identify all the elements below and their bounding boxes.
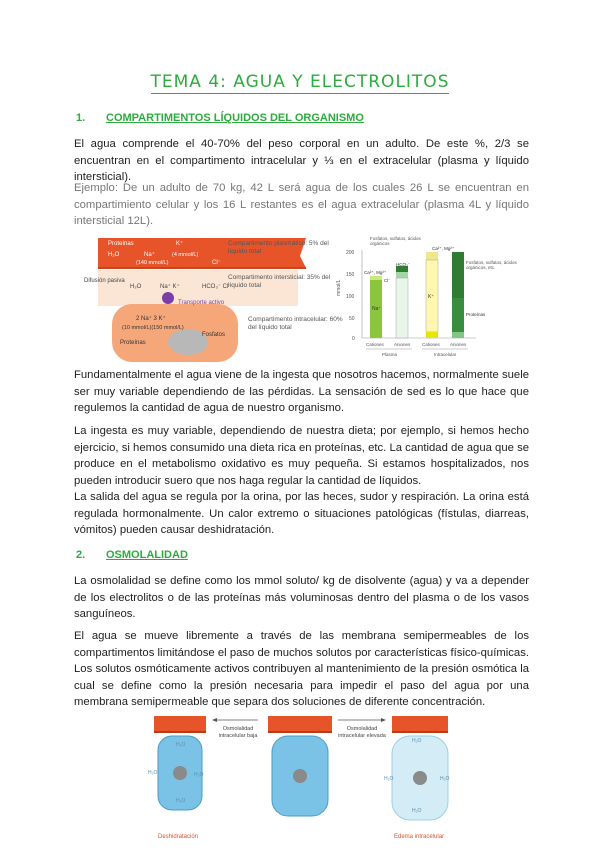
fosfatos-label: Fosfatos — [202, 332, 226, 338]
nucleus-3 — [413, 771, 427, 785]
h2o-label-3a: H₂O — [412, 738, 422, 744]
k-label: K⁺ — [176, 241, 184, 247]
arrow-right-icon — [338, 718, 386, 722]
h2o-label-3c: H₂O — [440, 776, 450, 782]
xcat-3: Cationes — [422, 342, 440, 347]
vessel-band-3 — [392, 716, 448, 732]
paragraph-example: Ejemplo: De un adulto de 70 kg, 42 L será agua de los cuales 26 L se encuentran en compartimiento celular y los 16 L restantes es el agua extracelular (plasma 4L y líquido intersticial 12L). — [74, 182, 529, 227]
pump-label: 2 Na⁺ 3 K⁺ — [136, 316, 166, 322]
mmol-k-label: (4 mmol/L) — [172, 252, 199, 258]
page-title — [0, 72, 600, 92]
h2o-label-3d: H₂O — [412, 808, 422, 814]
bar-intra-anion-prot — [452, 298, 464, 332]
comp-intra-label: Compartimento intracelular: 60% del líquido total — [248, 316, 343, 331]
ion-label-camg-intra: Ca²⁺, Mg²⁺ — [432, 246, 455, 251]
paragraph-7: El agua se mueve libremente a través de las membrana semipermeables de los compartimentos limitándose el paso de muchos solutos por características físico-químicas. Los solutos osmóticamente activos contribuyen al mantenimiento de la presión osmótica la cual se define como la presión necesaria para impedir el paso del agua por una membrana semipermeable que separa dos soluciones de diferente concentración. — [74, 630, 529, 708]
ytick-100: 100 — [346, 294, 355, 300]
h2o-label-3b: H₂O — [384, 776, 394, 782]
page-title-text: TEMA 4: AGUA Y ELECTROLITOS — [150, 72, 450, 92]
ion-label-na: Na⁺ — [372, 306, 382, 312]
bar-intra-anion-fos — [452, 252, 464, 298]
ion-chart — [336, 236, 520, 360]
proteinas-cell-label: Proteínas — [120, 340, 146, 346]
mmol-cell-label: (10 mmol/L)(150 mmol/L) — [122, 325, 184, 331]
h2o-label-1b: H₂O — [148, 770, 158, 776]
chart-ylabel: mmol/L — [336, 279, 342, 296]
osm-baja-label: Osmolalidad intracelular baja — [218, 726, 258, 739]
bar-plasma-anion-cl — [396, 278, 408, 338]
paragraph-6: La osmolalidad se define como los mmol soluto/ kg de disolvente (agua) y va a depender de los electrolitos o de las proteínas más voluminosas dentro del plasma o de los vasos sanguíneos. — [74, 575, 529, 620]
mmol-top-label: (140 mmol/L) — [136, 260, 169, 266]
h2o-label-1c: H₂O — [194, 772, 204, 778]
h2o-label: H₂O — [108, 252, 120, 258]
paragraph-1: El agua comprende el 40-70% del peso corporal en un adulto. De este %, 2/3 se encuentran en el compartimento intracelular y ⅓ en el extracelular (plasma y líquido intersticial). — [74, 138, 529, 183]
bar-plasma-anion-hco3 — [396, 272, 408, 278]
xcat-4: Aniones — [450, 342, 467, 347]
ytick-200: 200 — [346, 250, 355, 256]
section-title: OSMOLALIDAD — [106, 549, 188, 561]
section-number: 1. — [76, 112, 86, 124]
cl-label: Cl⁻ — [212, 260, 221, 266]
nucleus-1 — [173, 766, 187, 780]
edema-label: Edema intracelular — [394, 834, 445, 840]
bar-intra-cation-na — [426, 332, 438, 338]
osmolality-figure — [148, 712, 452, 844]
group-plasma: Plasma — [382, 352, 398, 357]
arrow-left-icon — [212, 718, 258, 722]
na-k-label: Na⁺ K⁺ — [160, 284, 180, 290]
comp-inter-label: Compartimento intersticial: 35% del líquido total — [228, 274, 331, 289]
deshidratacion-label: Deshidratación — [158, 834, 199, 840]
group-intracelular: Intracelular — [434, 352, 457, 357]
ion-label-hco3: HCO₃⁻ — [396, 262, 411, 267]
osm-elevada-label: Osmolalidad intracelular elevada — [338, 726, 386, 739]
pump-icon — [162, 292, 174, 304]
paragraph-5: La salida del agua se regula por la orina, por las heces, sudor y respiración. La orina está regulada hormonalmente. Un calor extremo o situaciones patológicas (fístulas, diarreas, vómitos) pueden causar deshidratación. — [74, 491, 529, 536]
h2o-inter-label: H₂O — [130, 284, 142, 290]
chart-annot-top: Fosfatos, sulfatos, ácidos orgánicos — [370, 236, 421, 246]
h2o-label-1d: H₂O — [176, 798, 186, 804]
section-heading-1 — [76, 112, 364, 124]
xcat-2: Aniones — [394, 342, 411, 347]
hco3-cl-label: HCO₃⁻ Cl⁻ — [202, 284, 232, 290]
y-axis — [346, 250, 362, 342]
ion-label-cl: Cl⁻ — [384, 278, 391, 283]
chart-annot-right: Fosfatos, sulfatos, ácidos orgánicos, etc. — [466, 260, 517, 270]
bar-intra-anion-hco3 — [452, 332, 464, 338]
compartments-figure — [84, 236, 346, 364]
ion-label-camg: Ca²⁺, Mg²⁺ — [364, 270, 387, 275]
section-number: 2. — [76, 549, 86, 561]
ytick-150: 150 — [346, 272, 355, 278]
paragraph-3: Fundamentalmente el agua viene de la ingesta que nosotros hacemos, normalmente suele ser muy variable dependiendo de las pérdidas. La sensación de sed es lo que hace que regulemos la cantidad de agua de nuestro organismo. — [74, 369, 529, 414]
ion-label-k: K⁺ — [428, 294, 434, 300]
bar-intra-cation-camg — [426, 252, 438, 260]
proteinas-top-label: Proteínas — [108, 241, 134, 247]
xcat-1: Cationes — [366, 342, 384, 347]
h2o-label-1a: H₂O — [176, 742, 186, 748]
vessel-band-1 — [154, 716, 206, 732]
bar-plasma-cation-camg — [370, 276, 382, 280]
ion-label-proteinas: Proteínas — [466, 312, 486, 317]
transporte-label: Transporte activo — [178, 300, 225, 306]
section-heading-2 — [76, 549, 188, 561]
vessel-band-2 — [268, 716, 332, 732]
na-label: Na⁺ — [144, 252, 155, 258]
nucleus-2 — [293, 769, 307, 783]
ytick-0: 0 — [352, 336, 355, 342]
ytick-50: 50 — [349, 316, 355, 322]
paragraph-4: La ingesta es muy variable, dependiendo de nuestra dieta; por ejemplo, si hemos hecho ejercicio, si hemos consumido una dieta rica en proteínas, etc. La cantidad de agua que se produce en el metabolismo oxidativo es muy pequeña. Si estamos hospitalizados, nos pueden introducir suero que nos haga regular la cantidad de líquidos. — [74, 425, 529, 487]
difusion-label: Difusión pasiva — [84, 278, 125, 284]
section-title: COMPARTIMENTOS LÍQUIDOS DEL ORGANISMO — [106, 112, 364, 124]
comp-plasma-label: Compartimento plasmático: 5% del líquido total — [228, 240, 329, 255]
